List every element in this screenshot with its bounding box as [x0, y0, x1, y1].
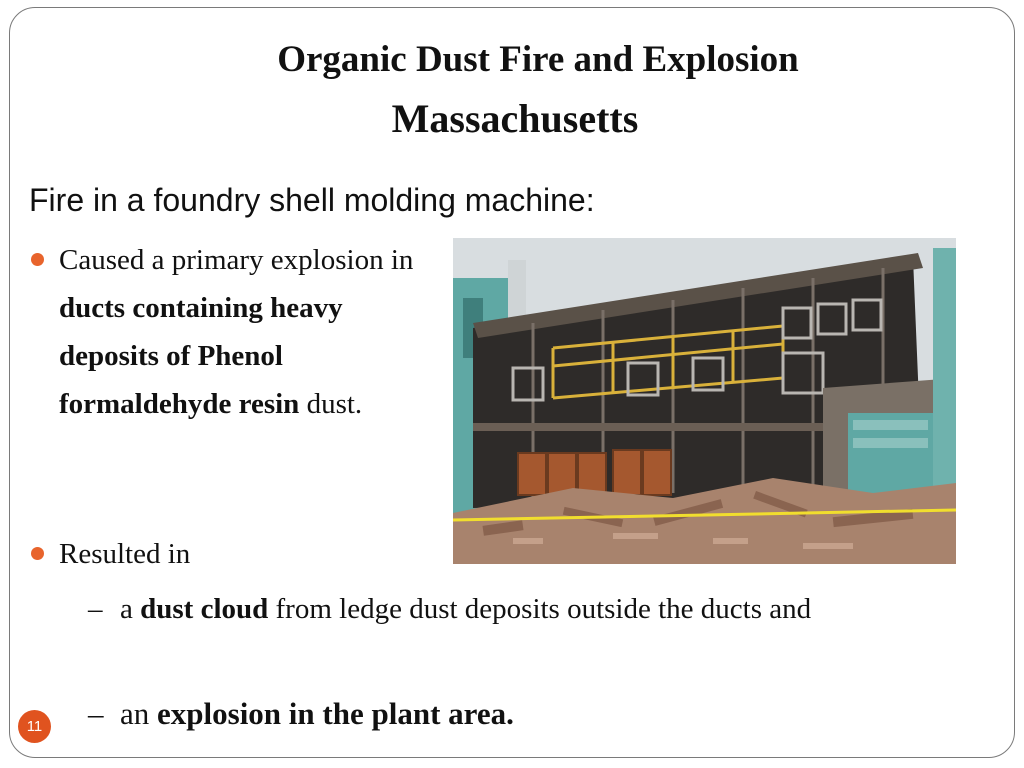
bullet-text-end: dust. [299, 388, 363, 420]
collapsed-building-photo [453, 238, 956, 564]
bullet-text: Resulted in [59, 538, 191, 570]
bullet-bold-text: ducts containing heavy deposits of Phenol formaldehyde resin [59, 292, 343, 420]
slide-title: Organic Dust Fire and Explosion [277, 39, 799, 80]
sub-bullet-dust-cloud [88, 585, 960, 633]
sub-bullet-explosion [88, 690, 960, 738]
bullet-text: Caused a primary explosion in [59, 244, 414, 276]
sub-bullet-bold-text: explosion in the plant area. [157, 696, 514, 731]
bullet-dot-icon [31, 547, 44, 560]
bullet-dot-icon [31, 253, 44, 266]
slide-title-location: Massachusetts [391, 96, 639, 141]
sub-bullet-dash: – [88, 593, 103, 625]
sub-bullet-bold-text: dust cloud [140, 593, 269, 625]
sub-bullet-text: an [120, 696, 158, 731]
sub-bullet-text-end: from ledge dust deposits outside the ducts and [268, 593, 812, 625]
page-number-badge: 11 [18, 710, 51, 743]
photo-illustration [453, 238, 956, 564]
slide-subtitle: Fire in a foundry shell molding machine: [29, 182, 595, 218]
sub-bullet-dash: – [88, 696, 104, 731]
bullet-primary-explosion [59, 236, 419, 428]
sub-bullet-text: a [120, 593, 141, 625]
bullet-resulted-in [59, 530, 459, 578]
